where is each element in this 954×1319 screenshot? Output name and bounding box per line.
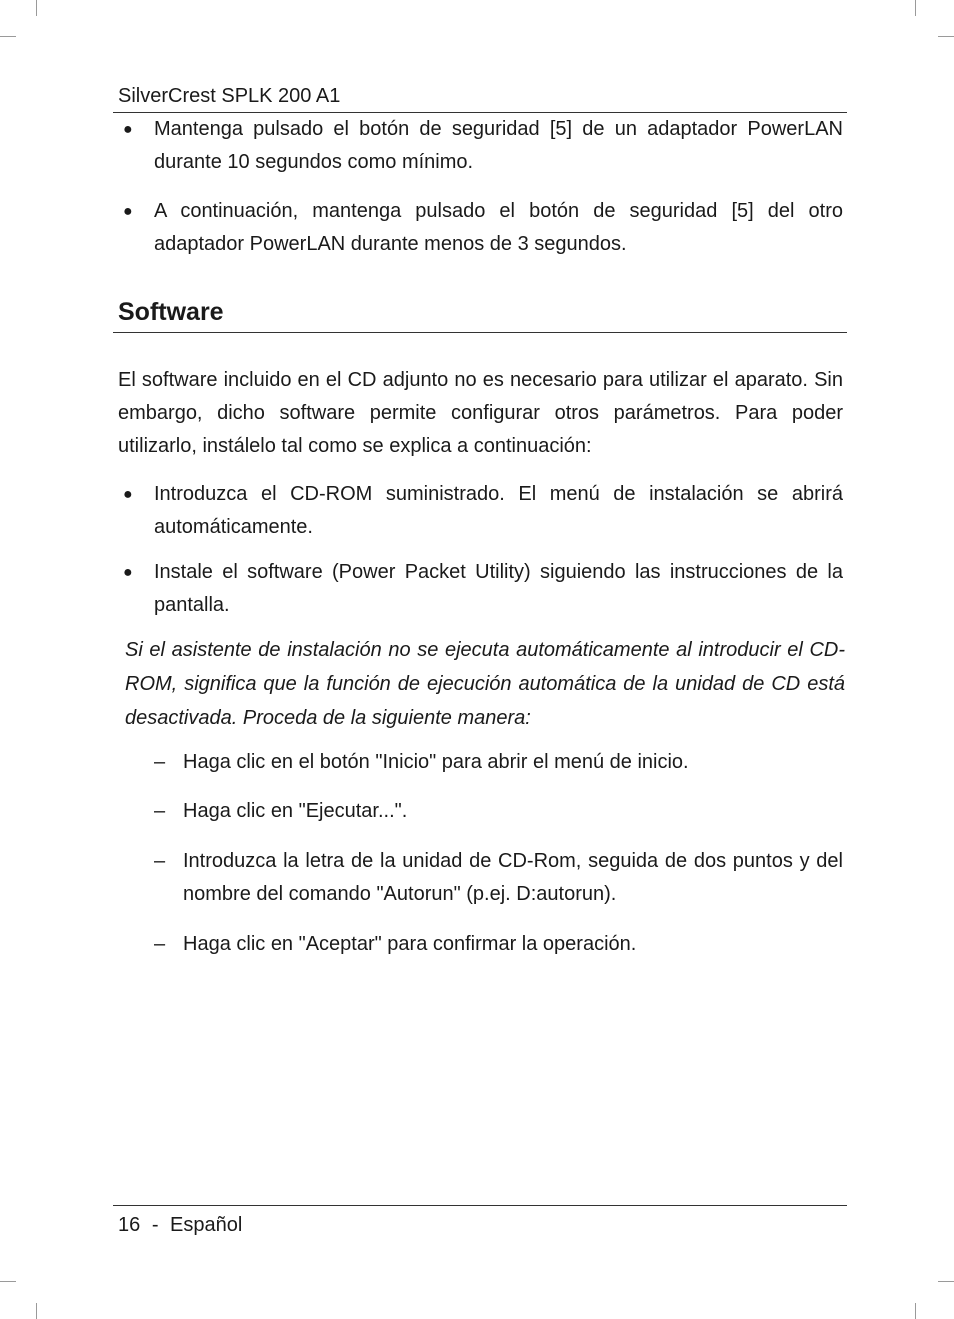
section-title: Software xyxy=(118,298,224,326)
bullet-icon: ● xyxy=(123,564,133,581)
section-rule xyxy=(113,332,847,333)
dash-icon: – xyxy=(154,850,166,872)
page-footer xyxy=(118,1212,242,1238)
bullet-icon: ● xyxy=(123,121,133,138)
step-item xyxy=(150,795,843,828)
running-header: SilverCrest SPLK 200 A1 xyxy=(118,85,341,107)
dash-icon: – xyxy=(154,800,166,822)
list-item xyxy=(118,113,843,179)
crop-mark xyxy=(938,36,954,37)
list-item xyxy=(118,195,843,261)
step-text: Haga clic en "Ejecutar...". xyxy=(183,800,408,822)
step-item xyxy=(150,928,843,961)
step-text: Haga clic en "Aceptar" para confirmar la operación. xyxy=(183,933,637,955)
crop-mark xyxy=(915,1303,916,1319)
crop-mark xyxy=(36,1303,37,1319)
crop-mark xyxy=(0,36,16,37)
list-item-text: Instale el software (Power Packet Utility) siguiendo las instrucciones de la pantalla. xyxy=(154,561,843,616)
step-text: Haga clic en el botón "Inicio" para abrir el menú de inicio. xyxy=(183,751,689,773)
crop-mark xyxy=(36,0,37,16)
list-item-text: A continuación, mantenga pulsado el botón de seguridad [5] del otro adaptador PowerLAN durante menos de 3 segundos. xyxy=(154,200,843,255)
dash-icon: – xyxy=(154,751,166,773)
bullet-icon: ● xyxy=(123,486,133,503)
step-text: Introduzca la letra de la unidad de CD-Rom, seguida de dos puntos y del nombre del comando "Autorun" (p.ej. D:autorun). xyxy=(183,850,843,905)
footer-rule xyxy=(113,1205,847,1206)
body-paragraph: El software incluido en el CD adjunto no es necesario para utilizar el aparato. Sin embargo, dicho software permite configurar otros parámetros. Para poder utilizarlo, instálelo tal como se explica a continuación: xyxy=(118,369,843,457)
list-item-text: Mantenga pulsado el botón de seguridad [5] de un adaptador PowerLAN durante 10 segundos como mínimo. xyxy=(154,118,843,173)
bullet-icon: ● xyxy=(123,203,133,220)
list-item xyxy=(118,556,843,622)
step-item xyxy=(150,746,843,779)
footer-separator: - xyxy=(151,1214,159,1236)
crop-mark xyxy=(0,1281,16,1282)
step-item xyxy=(150,845,843,911)
list-item-text: Introduzca el CD-ROM suministrado. El menú de instalación se abrirá automáticamente. xyxy=(154,483,843,538)
dash-icon: – xyxy=(154,933,166,955)
crop-mark xyxy=(915,0,916,16)
list-item xyxy=(118,478,843,544)
crop-mark xyxy=(938,1281,954,1282)
page-number: 16 xyxy=(118,1214,141,1236)
footer-language: Español xyxy=(170,1214,243,1236)
note-paragraph: Si el asistente de instalación no se ejecuta automáticamente al introducir el CD-ROM, significa que la función de ejecución automática de la unidad de CD está desactivada. Proceda de la siguiente manera: xyxy=(125,639,845,729)
